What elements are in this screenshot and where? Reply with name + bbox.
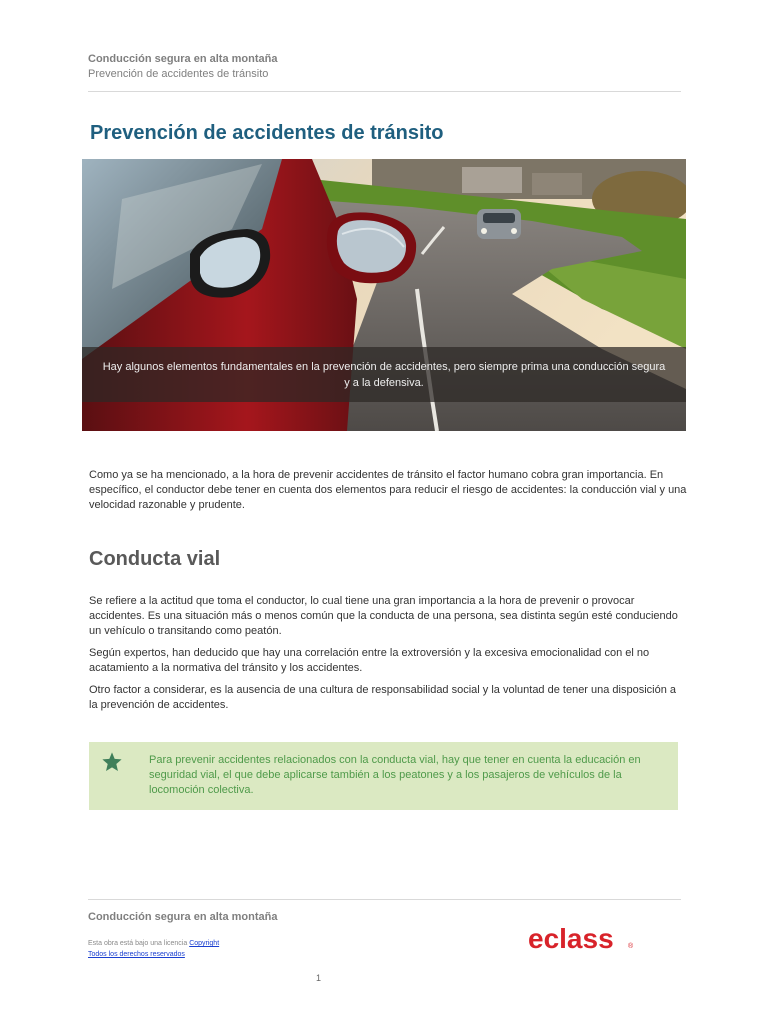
footer-divider [88, 899, 681, 900]
section-paragraph: Según expertos, han deducido que hay una correlación entre la extroversión y la excesiva emocionalidad con el no acatamiento a la normativa del tránsito y los accidentes. [89, 647, 650, 674]
section-heading: Conducta vial [89, 548, 221, 570]
page-title: Prevención de accidentes de tránsito [90, 122, 444, 144]
license-line [88, 938, 219, 949]
logo-registered-mark: ® [628, 943, 634, 950]
star-icon [101, 751, 123, 773]
hero-image [82, 159, 686, 431]
footer-course-title: Conducción segura en alta montaña [88, 911, 278, 923]
header-course-title: Conducción segura en alta montaña [88, 53, 278, 65]
section-body [89, 594, 687, 720]
header-subtitle: Prevención de accidentes de tránsito [88, 68, 269, 80]
eclass-logo [480, 920, 680, 954]
license-prefix: Esta obra está bajo una licencia [88, 940, 188, 947]
hero-caption-band [82, 347, 686, 402]
hero-caption: Hay algunos elementos fundamentales en la prevención de accidentes, pero siempre prima una conducción segura y a la defensiva. [102, 360, 666, 389]
tip-box [89, 742, 678, 810]
page-number: 1 [316, 973, 322, 983]
logo-text: eclass [528, 923, 614, 954]
copyright-link[interactable]: Copyright [189, 940, 220, 947]
tip-text: Para prevenir accidentes relacionados con la conducta vial, hay que tener en cuenta la educación en seguridad vial, el que debe aplicarse también a los peatones y a los pasajeros de vehículos de la locomoción colectiva. [149, 754, 641, 796]
section-paragraph: Se refiere a la actitud que toma el conductor, lo cual tiene una gran importancia a la hora de prevenir o provocar accidentes. Es una situación más o menos común que la conducta de una persona, sea distinta según esté conduciendo un vehículo o transitando como peatón. [89, 595, 678, 637]
intro-paragraph: Como ya se ha mencionado, a la hora de prevenir accidentes de tránsito el factor humano cobra gran importancia. En específico, el conductor debe tener en cuenta dos elementos para reducir el riesgo de accidentes: la conducción vial y una velocidad razonable y prudente. [89, 469, 687, 511]
rights-link[interactable]: Todos los derechos reservados [88, 951, 185, 958]
header-divider [88, 91, 681, 92]
page-header [88, 52, 681, 82]
section-paragraph: Otro factor a considerar, es la ausencia de una cultura de responsabilidad social y la voluntad de tener una disposición a la prevención de accidentes. [89, 684, 677, 711]
